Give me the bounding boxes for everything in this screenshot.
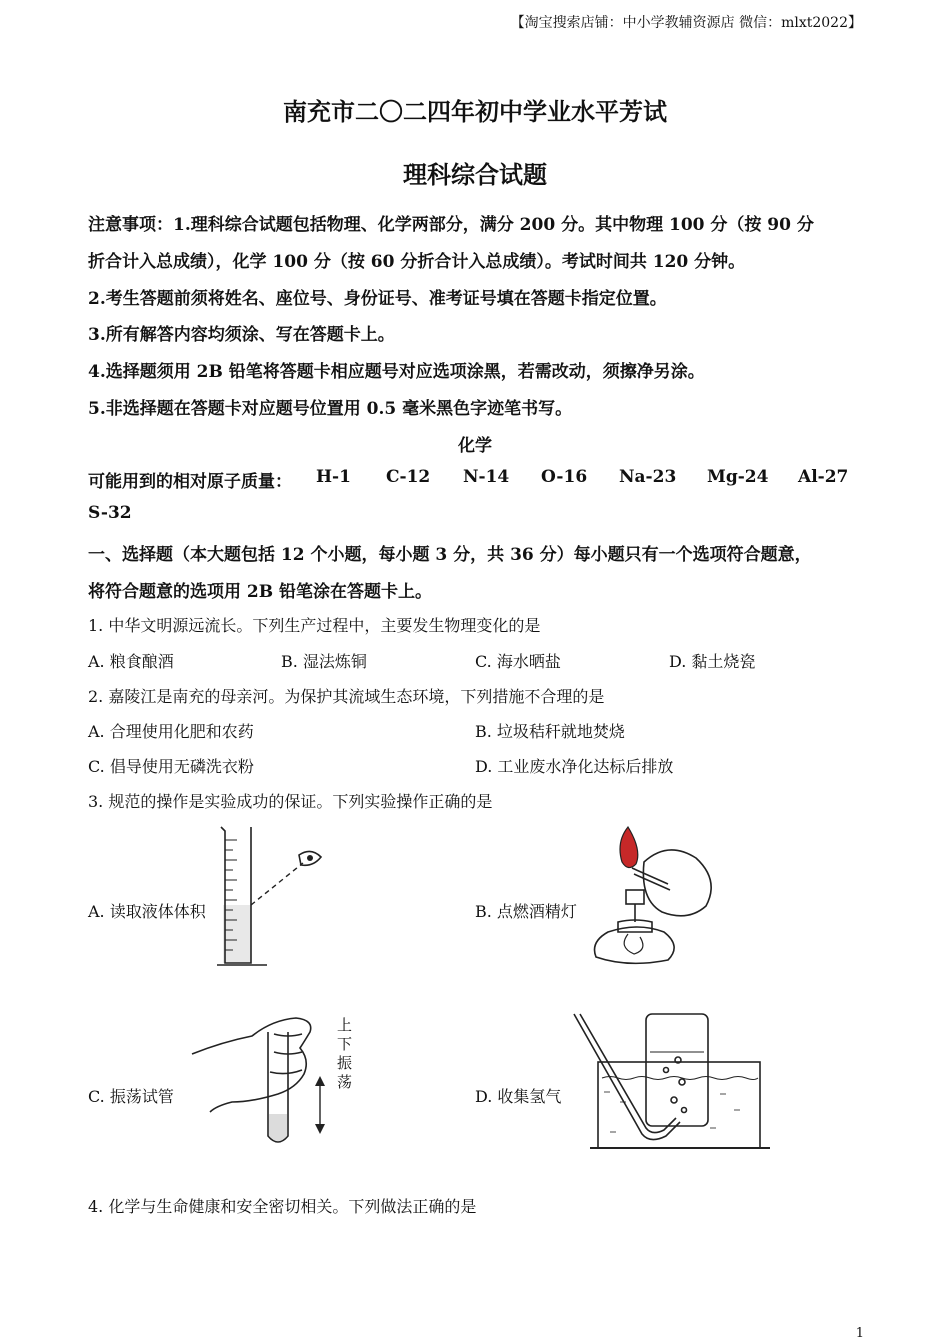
notes-line-1: 注意事项：1.理科综合试题包括物理、化学两部分，满分 200 分。其中物理 100 分（按 90 分: [88, 215, 814, 235]
q2-option-d: D. 工业废水净化达标后排放: [475, 757, 674, 776]
notes-line-6: 5.非选择题在答题卡对应题号位置用 0.5 毫米黑色字迹笔书写。: [88, 399, 573, 419]
exam-subtitle: 理科综合试题: [403, 160, 547, 189]
q3-option-b: B. 点燃酒精灯: [475, 902, 577, 921]
atomic-mass-item: C-12: [386, 467, 431, 487]
q1-stem: 1. 中华文明源远流长。下列生产过程中，主要发生物理变化的是: [88, 616, 541, 635]
q3-option-d: D. 收集氢气: [475, 1087, 562, 1106]
gas-collection-figure: [570, 1010, 770, 1155]
q2-stem: 2. 嘉陵江是南充的母亲河。为保护其流域生态环境，下列措施不合理的是: [88, 687, 605, 706]
atomic-mass-item: S-32: [88, 503, 132, 523]
notes-line-2: 折合计入总成绩），化学 100 分（按 60 分折合计入总成绩）。考试时间共 120 分钟。: [88, 252, 746, 272]
q4-stem: 4. 化学与生命健康和安全密切相关。下列做法正确的是: [88, 1197, 477, 1216]
q3-option-a: A. 读取液体体积: [88, 902, 206, 921]
part1-instructions-1: 一、选择题（本大题包括 12 个小题，每小题 3 分，共 36 分）每小题只有一个选项符合题意，: [88, 545, 812, 565]
q2-option-b: B. 垃圾秸秆就地焚烧: [475, 722, 625, 741]
atomic-mass-item: N-14: [463, 467, 510, 487]
exam-title: 南充市二〇二四年初中学业水平芳试: [283, 97, 667, 126]
q2-option-c: C. 倡导使用无磷洗衣粉: [88, 757, 254, 776]
part1-instructions-2: 将符合题意的选项用 2B 铅笔涂在答题卡上。: [88, 582, 433, 602]
atomic-mass-item: O-16: [541, 467, 588, 487]
notes-line-5: 4.选择题须用 2B 铅笔将答题卡相应题号对应选项涂黑，若需改动，须擦净另涂。: [88, 362, 705, 382]
atomic-mass-item: H-1: [316, 467, 351, 487]
q2-option-a: A. 合理使用化肥和农药: [88, 722, 254, 741]
header-note: 【淘宝搜索店铺：中小学教辅资源店 微信：mlxt2022】: [510, 15, 862, 31]
atomic-mass-label: 可能用到的相对原子质量：: [88, 472, 292, 492]
q3-option-c: C. 振荡试管: [88, 1087, 174, 1106]
section-chemistry: 化学: [458, 436, 492, 456]
notes-line-3: 2.考生答题前须将姓名、座位号、身份证号、准考证号填在答题卡指定位置。: [88, 289, 667, 309]
alcohol-lamp-figure: [588, 822, 728, 970]
q1-option-c: C. 海水晒盐: [475, 652, 561, 671]
q1-option-b: B. 湿法炼铜: [281, 652, 367, 671]
notes-line-4: 3.所有解答内容均须涂、写在答题卡上。: [88, 325, 395, 345]
q3-stem: 3. 规范的操作是实验成功的保证。下列实验操作正确的是: [88, 792, 493, 811]
atomic-mass-item: Na-23: [619, 467, 677, 487]
page-number: 1: [855, 1326, 864, 1341]
graduated-cylinder-figure: [215, 825, 335, 970]
atomic-mass-item: Mg-24: [707, 467, 769, 487]
shake-label: 上下振荡: [337, 1016, 353, 1091]
atomic-mass-item: Al-27: [798, 467, 849, 487]
q1-option-a: A. 粮食酿酒: [88, 652, 174, 671]
q1-option-d: D. 黏土烧瓷: [669, 652, 756, 671]
